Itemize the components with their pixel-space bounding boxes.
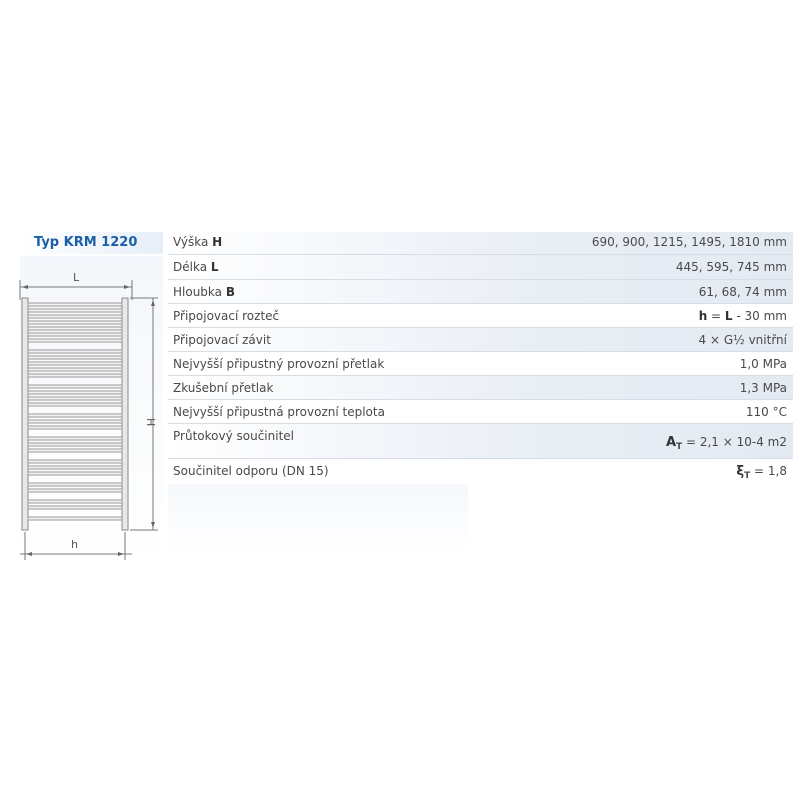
- product-title: Typ KRM 1220: [34, 235, 138, 250]
- spec-row-flow-coefficient: [168, 424, 793, 459]
- spec-value: 690, 900, 1215, 1495, 1810 mm: [591, 235, 787, 249]
- spec-label: Zkušební přetlak: [173, 381, 274, 395]
- spec-row-length: [168, 255, 793, 280]
- spec-value: 445, 595, 745 mm: [675, 260, 787, 274]
- dimension-label-L: L: [73, 271, 80, 284]
- spec-fade: [168, 484, 468, 554]
- spec-row-connection-thread: [168, 328, 793, 352]
- spec-label: Průtokový součinitel: [173, 429, 294, 443]
- spec-value: h = L - 30 mm: [698, 309, 787, 323]
- spec-value: 1,0 MPa: [739, 357, 787, 371]
- spec-row-resistance-coefficient: [168, 459, 793, 489]
- spec-row-depth: [168, 280, 793, 304]
- spec-row-test-pressure: [168, 376, 793, 400]
- spec-label: Hloubka B: [173, 285, 235, 299]
- spec-label: Nejvyšší připustný provozní přetlak: [173, 357, 385, 371]
- spec-value: 4 × G½ vnitřní: [698, 333, 787, 347]
- spec-value: 61, 68, 74 mm: [698, 285, 787, 299]
- dimension-label-H: H: [144, 418, 157, 427]
- spec-value: $\xi_T = 1,8$: [736, 464, 787, 481]
- spec-row-height: [168, 232, 793, 255]
- spec-row-max-temperature: [168, 400, 793, 424]
- spec-value: 1,3 MPa: [739, 381, 787, 395]
- spec-label: Délka L: [173, 260, 219, 274]
- spec-value: 110 °C: [745, 405, 787, 419]
- spec-label: Nejvyšší připustná provozní teplota: [173, 405, 385, 419]
- spec-value: $A_T = 2,1 \times 10-4$ m2: [665, 435, 787, 452]
- spec-table: [168, 232, 793, 489]
- dimension-label-h: h: [71, 538, 78, 551]
- spec-label: Připojovací závit: [173, 333, 271, 347]
- spec-label: Připojovací rozteč: [173, 309, 280, 323]
- spec-label: Součinitel odporu (DN 15): [173, 464, 329, 478]
- spec-row-max-pressure: [168, 352, 793, 376]
- spec-label: Výška H: [173, 235, 223, 249]
- spec-row-connection-spacing: [168, 304, 793, 328]
